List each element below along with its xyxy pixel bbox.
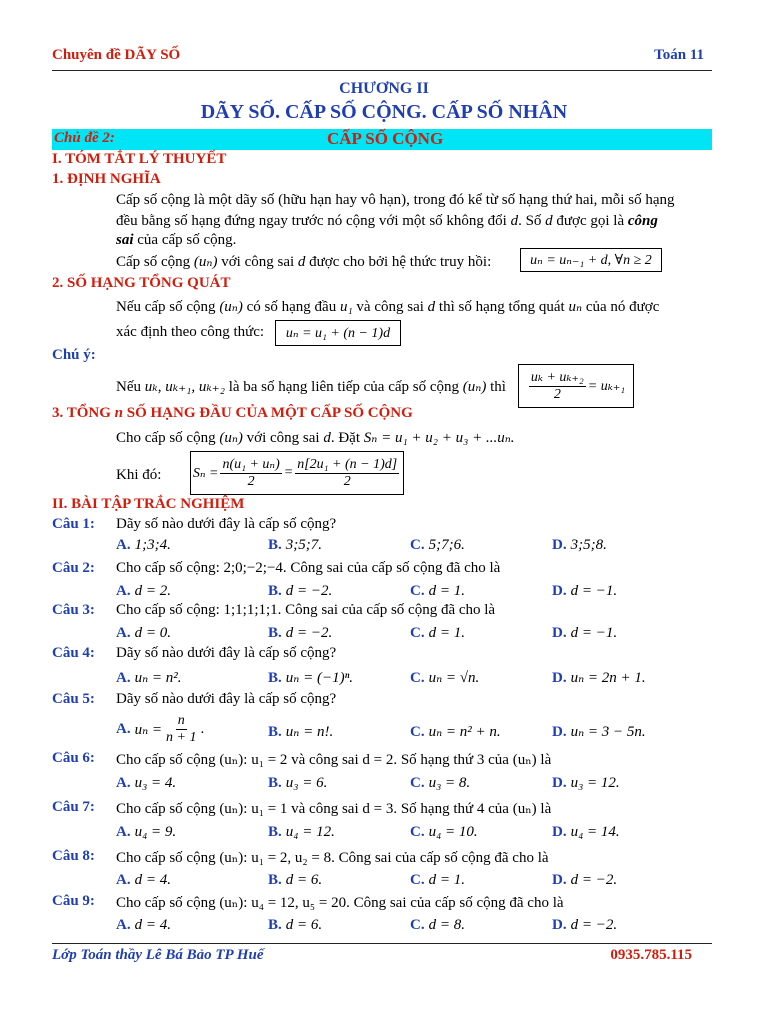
definition-line-2: đều bằng số hạng đứng ngay trước nó cộng với một số không đổi d. Số d được gọi là công [116,213,658,229]
option-c[interactable]: C. d = 8. [410,917,465,933]
question-text: Cho cấp số cộng (uₙ): u₁ = 2, u₂ = 8. Công sai của cấp số cộng đã cho là [116,850,549,866]
option-d[interactable]: D. d = −1. [552,625,618,641]
footer-phone: 0935.785.115 [610,947,692,963]
option-a[interactable]: A. u₃ = 4. [116,775,177,791]
topic-label: Chủ đề 2: [54,130,115,146]
option-b[interactable]: B. d = −2. [268,625,333,641]
question-label: Câu 4: [52,645,95,661]
option-b[interactable]: B. d = 6. [268,872,323,888]
chapter-label: CHƯƠNG II [339,80,429,97]
question-label: Câu 3: [52,602,95,618]
question-text: Dãy số nào dưới đây là cấp số cộng? [116,691,337,707]
general-term-heading: 2. SỐ HẠNG TỔNG QUÁT [52,275,231,291]
option-c[interactable]: C. uₙ = n² + n. [410,724,501,740]
footer-left: Lớp Toán thầy Lê Bá Bảo TP Huế [52,947,264,963]
sum-line-1: Cho cấp số cộng (uₙ) với công sai d. Đặt Sₙ = u₁ + u₂ + u₃ + ...uₙ. [116,430,515,446]
question-text: Cho cấp số cộng: 1;1;1;1;1. Công sai của cấp số cộng đã cho là [116,602,496,618]
topic-title: CẤP SỐ CỘNG [327,129,444,148]
chapter-title: DÃY SỐ. CẤP SỐ CỘNG. CẤP SỐ NHÂN [200,101,568,123]
question-text: Cho cấp số cộng (uₙ): u₁ = 1 và công sai d = 3. Số hạng thứ 4 của (uₙ) là [116,801,552,817]
section-2-heading: II. BÀI TẬP TRẮC NGHIỆM [52,496,245,512]
definition-line-4: Cấp số cộng (uₙ) với công sai d được cho bởi hệ thức truy hồi: [116,254,492,270]
definition-heading: 1. ĐỊNH NGHĨA [52,171,161,187]
question-text: Dãy số nào dưới đây là cấp số cộng? [116,516,337,532]
option-a[interactable]: A. uₙ = n². [116,670,182,686]
sum-khido: Khi đó: [116,467,162,483]
question-label: Câu 9: [52,893,95,909]
section-1-heading: I. TÓM TẮT LÝ THUYẾT [52,151,227,167]
option-d[interactable]: D. u₃ = 12. [552,775,620,791]
option-b[interactable]: B. uₙ = (−1)ⁿ. [268,670,354,686]
question-text: Dãy số nào dưới đây là cấp số cộng? [116,645,337,661]
option-d[interactable]: D. d = −2. [552,872,618,888]
header-divider [52,70,712,71]
option-a[interactable]: A. uₙ = $\frac{n}{n + 1}$ . [116,713,205,745]
question-label: Câu 2: [52,560,95,576]
question-label: Câu 1: [52,516,95,532]
option-b[interactable]: B. d = −2. [268,583,333,599]
option-c[interactable]: C. d = 1. [410,583,465,599]
footer-divider [52,943,712,944]
note-label: Chú ý: [52,347,96,363]
option-a[interactable]: A. d = 2. [116,583,171,599]
general-term-line-1: Nếu cấp số cộng (uₙ) có số hạng đầu u₁ và công sai d thì số hạng tổng quát uₙ của nó được [116,299,660,315]
option-c[interactable]: C. u₃ = 8. [410,775,471,791]
option-a[interactable]: A. d = 4. [116,917,171,933]
option-c[interactable]: C. uₙ = √n. [410,670,480,686]
question-label: Câu 6: [52,750,95,766]
question-label: Câu 7: [52,799,95,815]
question-text: Cho cấp số cộng (uₙ): u₁ = 2 và công sai d = 2. Số hạng thứ 3 của (uₙ) là [116,752,552,768]
option-d[interactable]: D. u₄ = 14. [552,824,620,840]
sum-formula-box: Sₙ = $\frac{\text{n(u₁ + uₙ)}}{2}$ = $\frac{\text{n[2u₁ + (n − 1)d]}}{2}$ [190,451,404,495]
definition-line-3: sai của cấp số cộng. [116,232,237,248]
option-c[interactable]: C. d = 1. [410,872,465,888]
question-text: Cho cấp số cộng (uₙ): u₄ = 12, u₅ = 20. Công sai của cấp số cộng đã cho là [116,895,564,911]
option-b[interactable]: B. u₃ = 6. [268,775,328,791]
option-c[interactable]: C. 5;7;6. [410,537,465,553]
definition-line-1: Cấp số cộng là một dãy số (hữu hạn hay vô hạn), trong đó kể từ số hạng thứ hai, mỗi số hạng [116,192,675,208]
option-b[interactable]: B. u₄ = 12. [268,824,335,840]
note-formula-box: $\frac{\text{uₖ + uₖ₊₂}}{2}$ = uₖ₊₁ [518,364,634,408]
option-a[interactable]: A. 1;3;4. [116,537,171,553]
header-left: Chuyên đề DÃY SỐ [52,47,181,63]
option-d[interactable]: D. uₙ = 3 − 5n. [552,724,646,740]
question-text: Cho cấp số cộng: 2;0;−2;−4. Công sai của cấp số cộng đã cho là [116,560,501,576]
general-term-formula-box: uₙ = u₁ + (n − 1)d [275,320,401,346]
question-label: Câu 5: [52,691,95,707]
option-d[interactable]: D. uₙ = 2n + 1. [552,670,646,686]
option-a[interactable]: A. d = 4. [116,872,171,888]
option-a[interactable]: A. d = 0. [116,625,171,641]
option-b[interactable]: B. uₙ = n!. [268,724,334,740]
option-a[interactable]: A. u₄ = 9. [116,824,177,840]
option-d[interactable]: D. d = −1. [552,583,618,599]
option-c[interactable]: C. u₄ = 10. [410,824,478,840]
recurrence-formula-box: uₙ = uₙ₋₁ + d, ∀n ≥ 2 [520,248,662,272]
option-d[interactable]: D. 3;5;8. [552,537,607,553]
option-c[interactable]: C. d = 1. [410,625,465,641]
note-text: Nếu uₖ, uₖ₊₁, uₖ₊₂ là ba số hạng liên tiếp của cấp số cộng (uₙ) thì [116,379,506,395]
option-b[interactable]: B. 3;5;7. [268,537,323,553]
option-b[interactable]: B. d = 6. [268,917,323,933]
general-term-line-2: xác định theo công thức: [116,324,265,340]
header-right: Toán 11 [654,47,704,63]
option-d[interactable]: D. d = −2. [552,917,618,933]
question-label: Câu 8: [52,848,95,864]
sum-heading: 3. TỔNG n SỐ HẠNG ĐẦU CỦA MỘT CẤP SỐ CỘNG [52,405,413,421]
